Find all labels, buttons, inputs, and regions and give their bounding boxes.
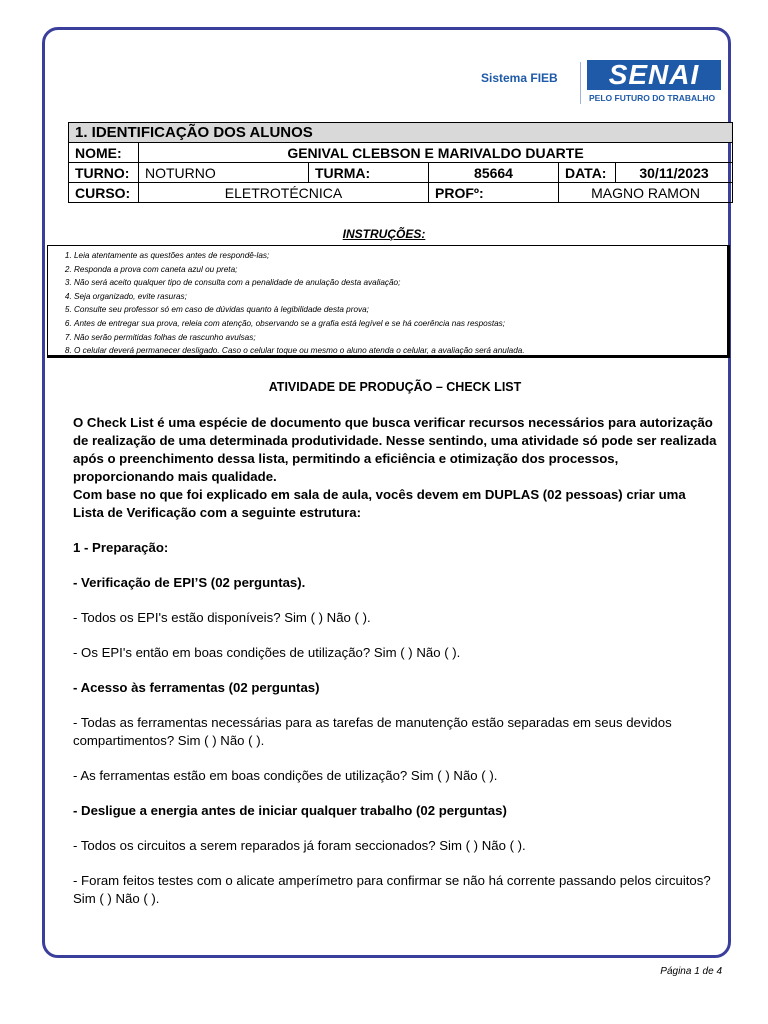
instruction-item: 2. Responda a prova com caneta azul ou preta; [74, 263, 727, 277]
data-value: 30/11/2023 [616, 163, 733, 183]
section-preparacao: 1 - Preparação: [73, 540, 169, 555]
instructions-title: INSTRUÇÕES: [342, 227, 426, 241]
activity-title: ATIVIDADE DE PRODUÇÃO – CHECK LIST [268, 380, 522, 394]
identification-header: 1. IDENTIFICAÇÃO DOS ALUNOS [69, 123, 733, 143]
turma-value: 85664 [429, 163, 559, 183]
turno-value: NOTURNO [139, 163, 309, 183]
question-2: - Os EPI's então em boas condições de utilização? Sim ( ) Não ( ). [73, 645, 461, 660]
prof-label: PROFº: [429, 183, 559, 203]
instructions-list [54, 249, 727, 358]
logo-divider [580, 62, 581, 104]
question-3: - Todas as ferramentas necessárias para as tarefas de manutenção estão separadas em seus devidos compartimentos? Sim ( ) Não ( ). [73, 715, 672, 748]
instruction-item: 5. Consulte seu professor só em caso de dúvidas quanto à legibilidade desta prova; [74, 303, 727, 317]
instruction-item: 3. Não será aceito qualquer tipo de consulta com a penalidade de anulação desta avaliação; [74, 276, 727, 290]
question-5: - Todos os circuitos a serem reparados já foram seccionados? Sim ( ) Não ( ). [73, 838, 526, 853]
senai-brand [587, 60, 721, 108]
turno-label: TURNO: [69, 163, 139, 183]
prof-value: MAGNO RAMON [559, 183, 733, 203]
instruction-item: 4. Seja organizado, evite rasuras; [74, 290, 727, 304]
instruction-item: 1. Leia atentamente as questões antes de respondê-las; [74, 249, 727, 263]
senai-wordmark: SENAI [587, 60, 721, 90]
section-epi: - Verificação de EPI’S (02 perguntas). [73, 575, 306, 590]
activity-content [73, 378, 717, 908]
intro-paragraph-2: Com base no que foi explicado em sala de aula, vocês devem em DUPLAS (02 pessoas) criar uma Lista de Verificação com a seguinte estrutura: [73, 487, 686, 520]
question-4: - As ferramentas estão em boas condições de utilização? Sim ( ) Não ( ). [73, 768, 498, 783]
curso-value: ELETROTÉCNICA [139, 183, 429, 203]
identification-table [68, 122, 733, 203]
curso-label: CURSO: [69, 183, 139, 203]
question-6: - Foram feitos testes com o alicate amperímetro para confirmar se não há corrente passando pelos circuitos? Sim ( ) Não ( ). [73, 873, 711, 906]
page-number: Página 1 de 4 [660, 966, 722, 977]
instruction-item: 7. Não serão permitidas folhas de rascunho avulsas; [74, 331, 727, 345]
question-1: - Todos os EPI's estão disponíveis? Sim ( ) Não ( ). [73, 610, 371, 625]
nome-label: NOME: [69, 143, 139, 163]
senai-slogan: PELO FUTURO DO TRABALHO [589, 93, 716, 103]
turma-label: TURMA: [309, 163, 429, 183]
data-label: DATA: [559, 163, 616, 183]
nome-value: GENIVAL CLEBSON E MARIVALDO DUARTE [139, 143, 733, 163]
intro-paragraph-1: O Check List é uma espécie de documento que busca verificar recursos necessários para autorização de realização de uma determinada produtividade. Nesse sentindo, uma atividade só pode ser realizada após o preenchimento dessa lista, permitindo a eficiência e otimização dos processos, proporcionando mais qualidade. [73, 415, 717, 484]
instruction-item: 8. O celular deverá permanecer desligado. Caso o celular toque ou mesmo o aluno atenda o celular, a avaliação será anulada. [74, 344, 727, 358]
section-ferramentas: - Acesso às ferramentas (02 perguntas) [73, 680, 320, 695]
section-energia: - Desligue a energia antes de iniciar qualquer trabalho (02 perguntas) [73, 803, 507, 818]
instruction-item: 6. Antes de entregar sua prova, releia com atenção, observando se a grafia está legível e se há coerência nas respostas; [74, 317, 727, 331]
sistema-fieb-label: Sistema FIEB [481, 71, 558, 85]
instructions-box [47, 245, 730, 358]
